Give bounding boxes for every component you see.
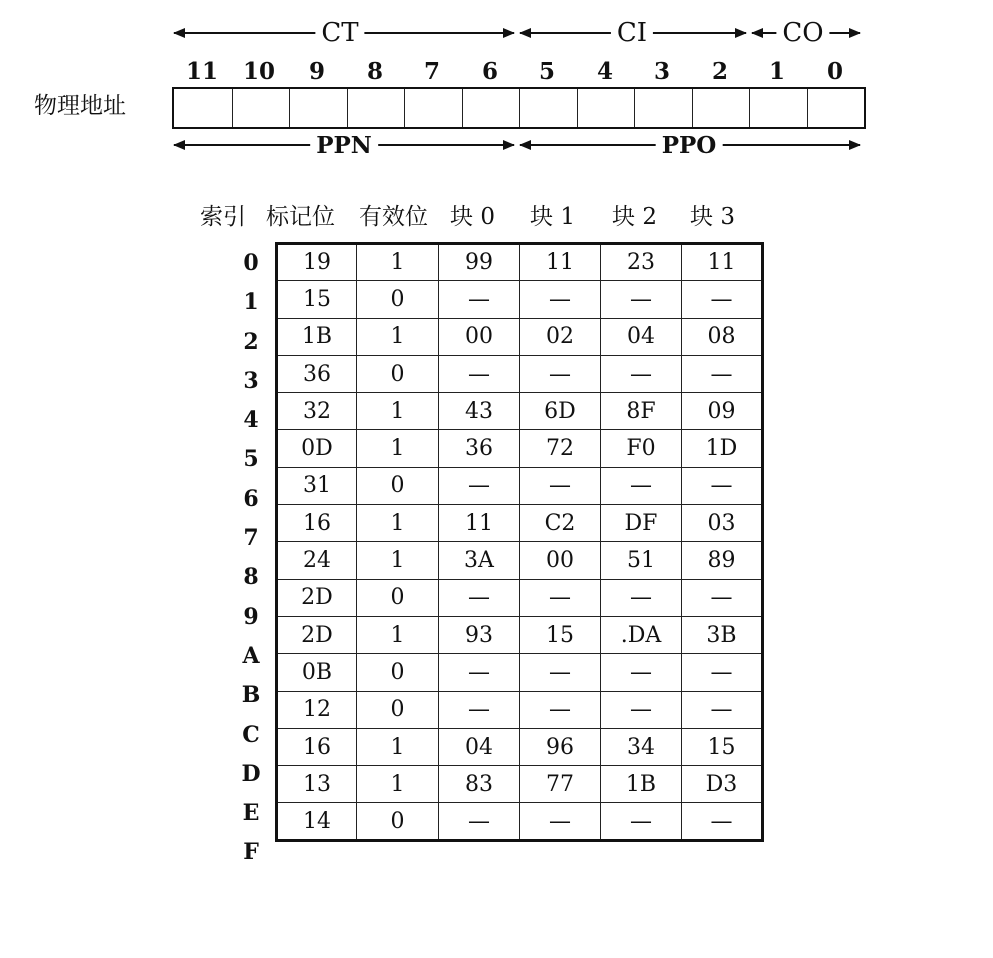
header-tag: 标记位 bbox=[266, 204, 335, 230]
block0-cell: — bbox=[439, 355, 520, 392]
tag-cell: 1B bbox=[277, 318, 357, 355]
valid-cell: 0 bbox=[357, 654, 439, 691]
block1-cell: 72 bbox=[520, 430, 601, 467]
bit-cell bbox=[692, 89, 750, 127]
header-block3 bbox=[690, 202, 735, 232]
block3-cell: — bbox=[682, 281, 763, 318]
bit-number: 2 bbox=[711, 58, 728, 85]
block1-cell: 96 bbox=[520, 728, 601, 765]
table-row bbox=[277, 728, 763, 765]
block0-cell: — bbox=[439, 803, 520, 840]
block3-cell: 03 bbox=[682, 505, 763, 542]
block2-cell: — bbox=[601, 803, 682, 840]
tag-cell: 0B bbox=[277, 654, 357, 691]
table-row bbox=[277, 579, 763, 616]
row-index: B bbox=[241, 682, 261, 709]
header-block2-num: 2 bbox=[642, 204, 657, 230]
header-block0 bbox=[450, 202, 495, 232]
block3-cell: — bbox=[682, 691, 763, 728]
header-block2-label: 块 bbox=[612, 204, 635, 230]
block0-cell: 00 bbox=[439, 318, 520, 355]
row-index: 8 bbox=[243, 564, 259, 591]
block2-cell: DF bbox=[601, 505, 682, 542]
block0-cell: — bbox=[439, 467, 520, 504]
bit-number: 10 bbox=[242, 58, 275, 85]
tag-cell: 31 bbox=[277, 467, 357, 504]
block0-cell: 04 bbox=[439, 728, 520, 765]
block0-cell: 11 bbox=[439, 505, 520, 542]
table-row bbox=[277, 355, 763, 392]
block1-cell: 6D bbox=[520, 393, 601, 430]
bit-number: 1 bbox=[768, 58, 785, 85]
bit-cell bbox=[347, 89, 405, 127]
ci-label: CI bbox=[611, 18, 653, 48]
index-column bbox=[236, 244, 266, 873]
valid-cell: 0 bbox=[357, 281, 439, 318]
block2-cell: — bbox=[601, 579, 682, 616]
tag-cell: 24 bbox=[277, 542, 357, 579]
block3-cell: — bbox=[710, 808, 733, 834]
physical-address-label: 物理地址 bbox=[34, 93, 126, 119]
header-index: 索引 bbox=[200, 204, 246, 230]
tag-cell: 2D bbox=[277, 616, 357, 653]
block1-cell: — bbox=[520, 691, 601, 728]
bit-cell bbox=[577, 89, 635, 127]
table-row bbox=[277, 542, 763, 579]
ppo-label: PPO bbox=[656, 131, 723, 161]
table-row bbox=[277, 393, 763, 430]
table-row bbox=[277, 616, 763, 653]
row-index: 9 bbox=[243, 603, 259, 630]
block3-cell: — bbox=[682, 579, 763, 616]
block2-cell: 34 bbox=[601, 728, 682, 765]
block3-cell: 09 bbox=[682, 393, 763, 430]
valid-cell: 1 bbox=[357, 728, 439, 765]
row-index: E bbox=[242, 800, 260, 827]
header-block3-label: 块 bbox=[690, 204, 713, 230]
tag-cell: 15 bbox=[277, 281, 357, 318]
row-index: C bbox=[242, 721, 260, 748]
block3-cell: 89 bbox=[682, 542, 763, 579]
tag-cell: 14 bbox=[277, 803, 357, 840]
valid-cell: 1 bbox=[357, 244, 439, 281]
bit-cell bbox=[462, 89, 520, 127]
block1-cell: C2 bbox=[520, 505, 601, 542]
address-register bbox=[172, 87, 866, 129]
bit-number: 9 bbox=[308, 58, 325, 85]
valid-cell: 1 bbox=[357, 766, 439, 803]
bit-number: 4 bbox=[596, 58, 613, 85]
tag-cell: 2D bbox=[277, 579, 357, 616]
header-block1 bbox=[530, 202, 575, 232]
table-row bbox=[277, 766, 763, 803]
cache-table bbox=[275, 242, 764, 842]
valid-cell: 1 bbox=[357, 318, 439, 355]
valid-cell: 1 bbox=[357, 430, 439, 467]
block0-cell: — bbox=[439, 281, 520, 318]
block3-cell: — bbox=[682, 467, 763, 504]
header-block1-num: 1 bbox=[560, 204, 575, 230]
row-index: 6 bbox=[243, 485, 259, 512]
bit-number: 6 bbox=[481, 58, 498, 85]
block2-cell: .DA bbox=[601, 616, 682, 653]
block0-cell: — bbox=[439, 654, 520, 691]
row-index: 7 bbox=[243, 525, 259, 552]
block3-cell: 08 bbox=[682, 318, 763, 355]
block2-cell: — bbox=[601, 467, 682, 504]
header-block0-label: 块 bbox=[450, 204, 473, 230]
header-block3-num: 3 bbox=[720, 204, 735, 230]
table-row bbox=[277, 691, 763, 728]
header-block0-num: 0 bbox=[480, 204, 495, 230]
block1-cell: 77 bbox=[520, 766, 601, 803]
tag-cell: 16 bbox=[277, 728, 357, 765]
block1-cell: — bbox=[520, 579, 601, 616]
tag-cell: 16 bbox=[277, 505, 357, 542]
block0-cell: 36 bbox=[439, 430, 520, 467]
block1-cell: — bbox=[520, 467, 601, 504]
block1-cell: — bbox=[520, 654, 601, 691]
tag-cell: 32 bbox=[277, 393, 357, 430]
block3-cell: 1D bbox=[682, 430, 763, 467]
valid-cell: 1 bbox=[357, 542, 439, 579]
block1-cell: 02 bbox=[520, 318, 601, 355]
bit-cell bbox=[749, 89, 807, 127]
row-index: 4 bbox=[243, 407, 259, 434]
bit-cell bbox=[634, 89, 692, 127]
bit-number: 3 bbox=[653, 58, 670, 85]
row-index: 2 bbox=[243, 328, 259, 355]
block1-cell: — bbox=[520, 281, 601, 318]
tag-cell: 12 bbox=[277, 691, 357, 728]
block3-cell: — bbox=[682, 654, 763, 691]
block2-cell: 23 bbox=[601, 244, 682, 281]
table-row bbox=[277, 654, 763, 691]
co-label: CO bbox=[776, 18, 829, 48]
block0-cell: — bbox=[439, 691, 520, 728]
table-row bbox=[277, 505, 763, 542]
table-row bbox=[277, 803, 763, 840]
ct-label: CT bbox=[315, 18, 364, 48]
table-row bbox=[277, 318, 763, 355]
block0-cell: — bbox=[439, 579, 520, 616]
bit-number: 0 bbox=[826, 58, 843, 85]
header-block2 bbox=[612, 202, 657, 232]
block0-cell: 99 bbox=[439, 244, 520, 281]
block2-cell: 04 bbox=[601, 318, 682, 355]
block3-cell: D3 bbox=[682, 766, 763, 803]
tag-cell: 36 bbox=[277, 355, 357, 392]
tag-cell: 13 bbox=[277, 766, 357, 803]
row-index: 3 bbox=[243, 367, 259, 394]
ppn-label: PPN bbox=[310, 131, 378, 161]
block3-cell: 15 bbox=[682, 728, 763, 765]
table-row bbox=[277, 467, 763, 504]
valid-cell: 0 bbox=[357, 355, 439, 392]
table-row bbox=[277, 244, 763, 281]
block2-cell: 8F bbox=[601, 393, 682, 430]
block1-cell: — bbox=[520, 355, 601, 392]
row-index: 5 bbox=[243, 446, 259, 473]
block3-cell: — bbox=[682, 355, 763, 392]
row-index: 1 bbox=[243, 289, 259, 316]
block2-cell: — bbox=[601, 691, 682, 728]
bit-cell bbox=[232, 89, 290, 127]
block0-cell: 3A bbox=[439, 542, 520, 579]
bit-cell bbox=[519, 89, 577, 127]
valid-cell: 0 bbox=[357, 579, 439, 616]
block2-cell: — bbox=[601, 355, 682, 392]
block3-cell: 3B bbox=[682, 616, 763, 653]
block1-cell: — bbox=[520, 803, 601, 840]
block2-cell: — bbox=[601, 281, 682, 318]
block0-cell: 93 bbox=[439, 616, 520, 653]
valid-cell: 1 bbox=[357, 505, 439, 542]
header-valid: 有效位 bbox=[359, 204, 428, 230]
valid-cell: 0 bbox=[357, 803, 439, 840]
table-row bbox=[277, 430, 763, 467]
tag-cell: 0D bbox=[277, 430, 357, 467]
block0-cell: 43 bbox=[439, 393, 520, 430]
valid-cell: 0 bbox=[357, 467, 439, 504]
bit-cell bbox=[174, 89, 232, 127]
valid-cell: 1 bbox=[357, 616, 439, 653]
bit-number: 8 bbox=[366, 58, 383, 85]
valid-cell: 1 bbox=[357, 393, 439, 430]
block2-cell: 1B bbox=[601, 766, 682, 803]
bit-number: 11 bbox=[185, 58, 218, 85]
valid-cell: 0 bbox=[357, 691, 439, 728]
table-row bbox=[277, 281, 763, 318]
bit-cell bbox=[289, 89, 347, 127]
tag-cell: 19 bbox=[277, 244, 357, 281]
block2-cell: F0 bbox=[601, 430, 682, 467]
block1-cell: 00 bbox=[520, 542, 601, 579]
block3-cell: 11 bbox=[682, 244, 763, 281]
row-index: 0 bbox=[243, 250, 259, 276]
row-index: D bbox=[241, 760, 261, 787]
row-index: F bbox=[243, 839, 259, 866]
block1-cell: 11 bbox=[520, 244, 601, 281]
header-block1-label: 块 bbox=[530, 204, 553, 230]
bit-number: 5 bbox=[538, 58, 555, 85]
block2-cell: — bbox=[601, 654, 682, 691]
bit-cell bbox=[404, 89, 462, 127]
block1-cell: 15 bbox=[520, 616, 601, 653]
bit-cell bbox=[807, 89, 865, 127]
block0-cell: 83 bbox=[439, 766, 520, 803]
row-index: A bbox=[242, 642, 260, 669]
bit-number: 7 bbox=[423, 58, 440, 85]
block2-cell: 51 bbox=[601, 542, 682, 579]
